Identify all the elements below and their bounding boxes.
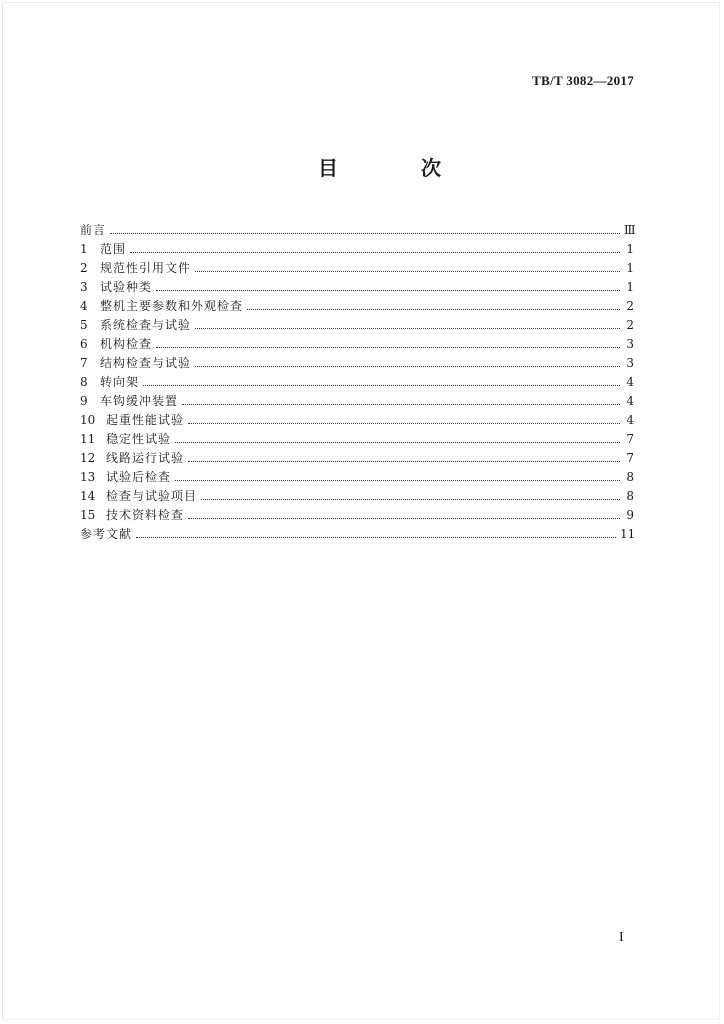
page-title: 目 次 (318, 156, 479, 180)
toc-entry[interactable] (80, 525, 634, 544)
toc-leader-dots (188, 518, 620, 519)
toc-entry[interactable] (80, 297, 634, 316)
toc-entry-label: 技术资料检查 (106, 508, 185, 522)
toc-entry-number: 9 (80, 394, 88, 408)
toc-entry-label: 线路运行试验 (106, 451, 185, 465)
toc-leader-dots (195, 328, 620, 329)
toc-entry-page: 1 (626, 280, 634, 294)
toc-entry-number: 6 (80, 337, 88, 351)
toc-leader-dots (175, 480, 620, 481)
toc-entry-page: 1 (626, 242, 634, 256)
toc-entry-label: 系统检查与试验 (100, 318, 192, 332)
toc-entry-page: 2 (626, 318, 634, 332)
toc-leader-dots (195, 271, 620, 272)
toc-entry[interactable] (80, 354, 634, 373)
toc-entry-label: 车钩缓冲装置 (100, 394, 179, 408)
toc-entry[interactable] (80, 278, 634, 297)
toc-entry-label: 转向架 (100, 375, 140, 389)
toc-entry-number: 7 (80, 356, 88, 370)
toc-entry-page: 4 (626, 413, 634, 427)
toc-entry[interactable] (80, 259, 634, 278)
toc-entry-number: 4 (80, 299, 88, 313)
toc-entry[interactable] (80, 411, 634, 430)
toc-leader-dots (136, 537, 616, 538)
toc-entry-page: 7 (626, 451, 634, 465)
toc-entry-page: 11 (620, 527, 636, 541)
toc-entry[interactable] (80, 316, 634, 335)
toc-leader-dots (175, 442, 620, 443)
toc-entry-number: 15 (80, 508, 96, 522)
toc-entry-number: 12 (80, 451, 96, 465)
toc-entry-number: 8 (80, 375, 88, 389)
toc-entry-number: 11 (80, 432, 96, 446)
toc-entry[interactable] (80, 373, 634, 392)
toc-entry-label: 起重性能试验 (106, 413, 185, 427)
toc-entry-page: 4 (626, 394, 634, 408)
toc-entry-page: 2 (626, 299, 634, 313)
toc-leader-dots (156, 290, 620, 291)
toc-entry[interactable] (80, 506, 634, 525)
toc-entry-page: 9 (626, 508, 634, 522)
toc-entry[interactable] (80, 335, 634, 354)
toc-entry-page: 8 (626, 470, 634, 484)
toc-entry-label: 机构检查 (100, 337, 153, 351)
toc-entry-number: 1 (80, 242, 88, 256)
toc-leader-dots (110, 233, 620, 234)
page-number: I (619, 930, 624, 945)
toc-entry[interactable] (80, 221, 634, 240)
toc-entry-label: 试验种类 (100, 280, 153, 294)
toc-entry-page: 1 (626, 261, 634, 275)
toc-leader-dots (188, 423, 620, 424)
toc-entry-page: 3 (626, 337, 634, 351)
toc-entry-label: 检查与试验项目 (106, 489, 198, 503)
toc-entry-page: 3 (626, 356, 634, 370)
toc-leader-dots (182, 404, 620, 405)
toc-entry[interactable] (80, 468, 634, 487)
toc-leader-dots (201, 499, 620, 500)
toc-entry-page: 4 (626, 375, 634, 389)
toc-entry-page: 8 (626, 489, 634, 503)
toc-entry-label: 稳定性试验 (106, 432, 172, 446)
toc-entry-number: 13 (80, 470, 96, 484)
toc-entry-label: 规范性引用文件 (100, 261, 192, 275)
toc-entry-number: 5 (80, 318, 88, 332)
toc-leader-dots (143, 385, 620, 386)
table-of-contents (80, 221, 634, 544)
toc-leader-dots (247, 309, 620, 310)
toc-entry-number: 2 (80, 261, 88, 275)
toc-entry-label: 整机主要参数和外观检查 (100, 299, 244, 313)
toc-entry-label: 试验后检查 (106, 470, 172, 484)
toc-entry[interactable] (80, 449, 634, 468)
toc-entry-number: 3 (80, 280, 88, 294)
standard-code: TB/T 3082—2017 (532, 73, 634, 88)
toc-entry[interactable] (80, 487, 634, 506)
toc-entry-label: 范围 (100, 242, 127, 256)
toc-entry[interactable] (80, 430, 634, 449)
toc-leader-dots (130, 252, 620, 253)
toc-entry[interactable] (80, 392, 634, 411)
toc-entry-label: 参考文献 (80, 527, 133, 541)
toc-entry-number: 14 (80, 489, 96, 503)
toc-entry[interactable] (80, 240, 634, 259)
toc-leader-dots (188, 461, 620, 462)
toc-entry-label: 结构检查与试验 (100, 356, 192, 370)
toc-entry-number: 10 (80, 413, 96, 427)
toc-leader-dots (195, 366, 620, 367)
toc-entry-page: Ⅲ (624, 223, 636, 237)
toc-leader-dots (156, 347, 620, 348)
toc-entry-label: 前言 (80, 223, 107, 237)
toc-entry-page: 7 (626, 432, 634, 446)
